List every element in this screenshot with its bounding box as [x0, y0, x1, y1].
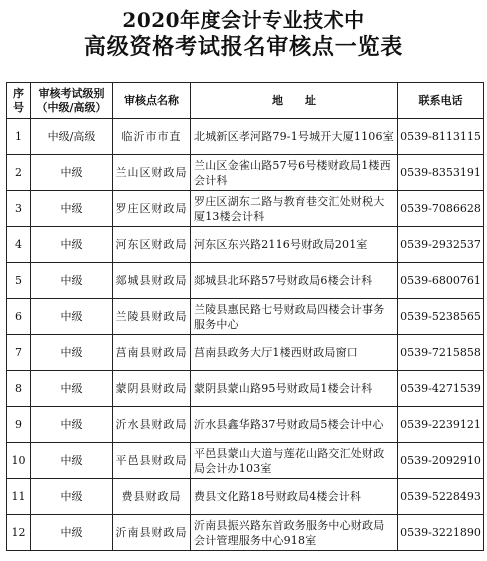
cell-address: 平邑县蒙山大道与莲花山路交汇处财政局会计办103室 — [191, 443, 398, 479]
cell-site: 蒙阴县财政局 — [113, 371, 191, 407]
header-phone: 联系电话 — [398, 83, 484, 119]
cell-phone: 0539-7086628 — [398, 191, 484, 227]
cell-site: 郯城县财政局 — [113, 263, 191, 299]
cell-num: 10 — [7, 443, 31, 479]
cell-address: 蒙阴县蒙山路95号财政局1楼会计科 — [191, 371, 398, 407]
cell-phone: 0539-4271539 — [398, 371, 484, 407]
cell-num: 7 — [7, 335, 31, 371]
cell-num: 3 — [7, 191, 31, 227]
cell-address: 兰陵县惠民路七号财政局四楼会计事务服务中心 — [191, 299, 398, 335]
header-num-line-2: 号 — [13, 100, 24, 114]
cell-level: 中级 — [31, 155, 113, 191]
cell-phone: 0539-8353191 — [398, 155, 484, 191]
cell-address: 沂南县振兴路东首政务服务中心财政局会计管理服务中心918室 — [191, 515, 398, 551]
table-row — [7, 335, 484, 371]
cell-site: 河东区财政局 — [113, 227, 191, 263]
table-row — [7, 299, 484, 335]
table-row — [7, 407, 484, 443]
cell-level: 中级 — [31, 227, 113, 263]
cell-level: 中级 — [31, 335, 113, 371]
table-header-row — [7, 83, 484, 119]
cell-phone: 0539-2239121 — [398, 407, 484, 443]
cell-num: 2 — [7, 155, 31, 191]
cell-address: 费县文化路18号财政局4楼会计科 — [191, 479, 398, 515]
table-row — [7, 263, 484, 299]
cell-address: 北城新区孝河路79-1号城开大厦1106室 — [191, 119, 398, 155]
cell-num: 12 — [7, 515, 31, 551]
cell-level: 中级 — [31, 443, 113, 479]
header-address: 地 址 — [191, 83, 398, 119]
cell-site: 平邑县财政局 — [113, 443, 191, 479]
cell-num: 5 — [7, 263, 31, 299]
cell-level: 中级/高级 — [31, 119, 113, 155]
table-row — [7, 515, 484, 551]
header-site: 审核点名称 — [113, 83, 191, 119]
cell-address: 罗庄区湖东二路与教育巷交汇处财税大厦13楼会计科 — [191, 191, 398, 227]
cell-level: 中级 — [31, 371, 113, 407]
cell-site: 临沂市市直 — [113, 119, 191, 155]
cell-site: 沂水县财政局 — [113, 407, 191, 443]
cell-phone: 0539-2932537 — [398, 227, 484, 263]
header-num-line-1: 序 — [13, 86, 24, 100]
cell-address: 沂水县鑫华路37号财政局5楼会计中心 — [191, 407, 398, 443]
cell-phone: 0539-5238565 — [398, 299, 484, 335]
cell-level: 中级 — [31, 263, 113, 299]
title-line-2: 高级资格考试报名审核点一览表 — [83, 34, 404, 60]
cell-phone: 0539-3221890 — [398, 515, 484, 551]
cell-phone: 0539-7215858 — [398, 335, 484, 371]
table-row — [7, 371, 484, 407]
table-row — [7, 479, 484, 515]
table-row — [7, 227, 484, 263]
cell-site: 兰陵县财政局 — [113, 299, 191, 335]
cell-level: 中级 — [31, 479, 113, 515]
title-line-1: 2020年度会计专业技术中 — [122, 8, 365, 32]
cell-site: 莒南县财政局 — [113, 335, 191, 371]
cell-address: 莒南县政务大厅1楼西财政局窗口 — [191, 335, 398, 371]
header-level-line-1: 审核考试级别 — [38, 86, 105, 100]
cell-num: 11 — [7, 479, 31, 515]
header-num — [7, 83, 31, 119]
cell-site: 罗庄区财政局 — [113, 191, 191, 227]
cell-level: 中级 — [31, 191, 113, 227]
document-title — [0, 7, 487, 61]
cell-phone: 0539-6800761 — [398, 263, 484, 299]
header-level — [31, 83, 113, 119]
exam-review-sites-table — [6, 82, 484, 551]
table-row — [7, 443, 484, 479]
cell-address: 郯城县北环路57号财政局6楼会计科 — [191, 263, 398, 299]
cell-site: 兰山区财政局 — [113, 155, 191, 191]
table-row — [7, 155, 484, 191]
cell-num: 1 — [7, 119, 31, 155]
cell-address: 兰山区金雀山路57号6号楼财政局1楼西会计科 — [191, 155, 398, 191]
cell-phone: 0539-5228493 — [398, 479, 484, 515]
cell-level: 中级 — [31, 299, 113, 335]
cell-num: 9 — [7, 407, 31, 443]
table-row — [7, 119, 484, 155]
cell-site: 费县财政局 — [113, 479, 191, 515]
cell-phone: 0539-8113115 — [398, 119, 484, 155]
cell-num: 4 — [7, 227, 31, 263]
cell-address: 河东区东兴路2116号财政局201室 — [191, 227, 398, 263]
table-row — [7, 191, 484, 227]
cell-level: 中级 — [31, 407, 113, 443]
cell-phone: 0539-2092910 — [398, 443, 484, 479]
cell-site: 沂南县财政局 — [113, 515, 191, 551]
cell-level: 中级 — [31, 515, 113, 551]
header-level-line-2: （中级/高级） — [36, 100, 107, 114]
cell-num: 8 — [7, 371, 31, 407]
cell-num: 6 — [7, 299, 31, 335]
